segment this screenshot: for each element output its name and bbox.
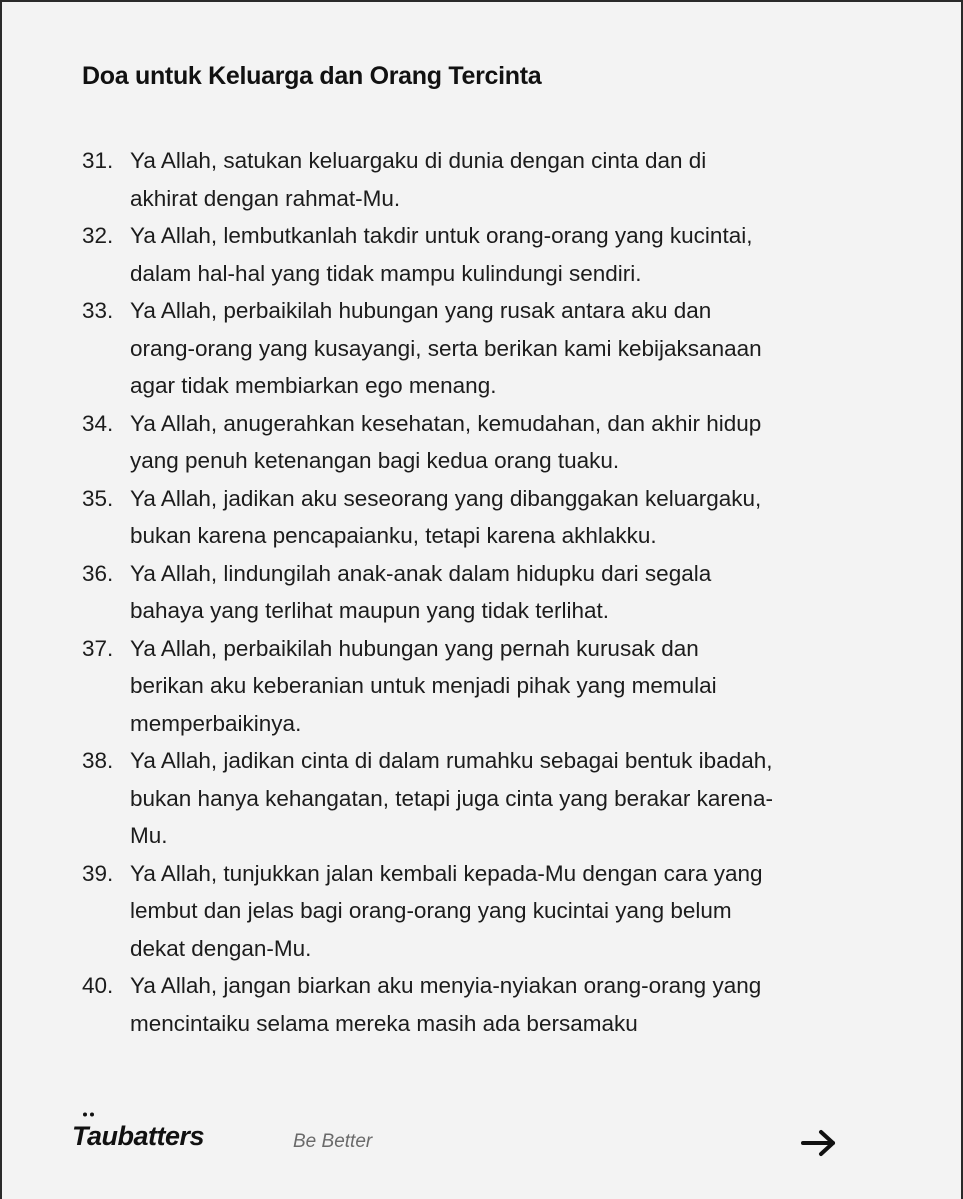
list-item [82,480,927,555]
item-text-line: bukan karena pencapaianku, tetapi karena akhlakku. [130,523,657,548]
item-number: 32. [82,223,114,248]
list-item [82,967,927,1042]
item-text [130,855,927,968]
item-text-line: Ya Allah, anugerahkan kesehatan, kemudahan, dan akhir hidup [130,410,762,436]
item-text-line: Ya Allah, satukan keluargaku di dunia dengan cinta dan di [130,148,707,173]
prayer-list [82,142,927,1042]
item-text-line: bukan hanya kehangatan, tetapi juga cinta yang berakar karena- [130,785,773,811]
item-text-line: akhirat dengan rahmat-Mu. [130,185,401,211]
item-text-line: orang-orang yang kusayangi, serta berikan kami kebijaksanaan [130,335,762,361]
list-item [82,292,927,405]
item-text-line: Ya Allah, tunjukkan jalan kembali kepada-Mu dengan cara yang [130,860,763,886]
item-text-line: lembut dan jelas bagi orang-orang yang kucintai yang belum [130,898,732,923]
arrow-right-icon[interactable] [800,1128,838,1158]
item-text-line: Ya Allah, jadikan cinta di dalam rumahku sebagai bentuk ibadah, [130,748,773,773]
list-item [82,142,927,217]
item-text [130,630,927,743]
item-text-line: berikan aku keberanian untuk menjadi pihak yang memulai [130,673,717,698]
item-text-line: Ya Allah, jadikan aku seseorang yang dibanggakan keluargaku, [130,485,762,511]
list-item [82,555,927,630]
item-text-line: Mu. [130,823,168,848]
item-text-line: memperbaikinya. [130,710,302,736]
item-text [130,742,927,855]
item-number: 37. [82,635,114,661]
item-text-line: dekat dengan-Mu. [130,935,312,961]
item-number: 35. [82,485,114,511]
item-number: 33. [82,298,114,323]
item-text-line: Ya Allah, lindungilah anak-anak dalam hidupku dari segala [130,560,712,586]
item-number: 39. [82,860,114,886]
list-item [82,217,927,292]
item-number: 36. [82,560,114,586]
item-text [130,405,927,480]
item-text-line: Ya Allah, perbaikilah hubungan yang pernah kurusak dan [130,635,699,661]
item-text-line: Ya Allah, lembutkanlah takdir untuk orang-orang yang kucintai, [130,223,753,248]
item-text-line: agar tidak membiarkan ego menang. [130,373,497,398]
item-text-line: mencintaiku selama mereka masih ada bersamaku [130,1010,638,1036]
list-item [82,630,927,743]
list-item [82,742,927,855]
list-item [82,405,927,480]
logo-dots-icon [82,1112,96,1117]
item-text-line: dalam hal-hal yang tidak mampu kulindungi sendiri. [130,260,642,286]
item-number: 38. [82,748,114,773]
list-item [82,855,927,968]
page-title: Doa untuk Keluarga dan Orang Tercinta [82,62,542,90]
brand-tagline: Be Better [293,1131,373,1152]
item-text [130,967,927,1042]
item-number: 34. [82,410,114,436]
item-text [130,555,927,630]
brand-logo: Taubatters [72,1121,205,1151]
item-text-line: yang penuh ketenangan bagi kedua orang tuaku. [130,448,620,473]
item-text-line: Ya Allah, perbaikilah hubungan yang rusak antara aku dan [130,298,712,323]
item-text [130,480,927,555]
item-text [130,142,927,217]
item-number: 40. [82,973,114,998]
item-number: 31. [82,148,114,173]
item-text-line: bahaya yang terlihat maupun yang tidak terlihat. [130,598,610,623]
item-text [130,217,927,292]
item-text [130,292,927,405]
item-text-line: Ya Allah, jangan biarkan aku menyia-nyiakan orang-orang yang [130,973,762,998]
